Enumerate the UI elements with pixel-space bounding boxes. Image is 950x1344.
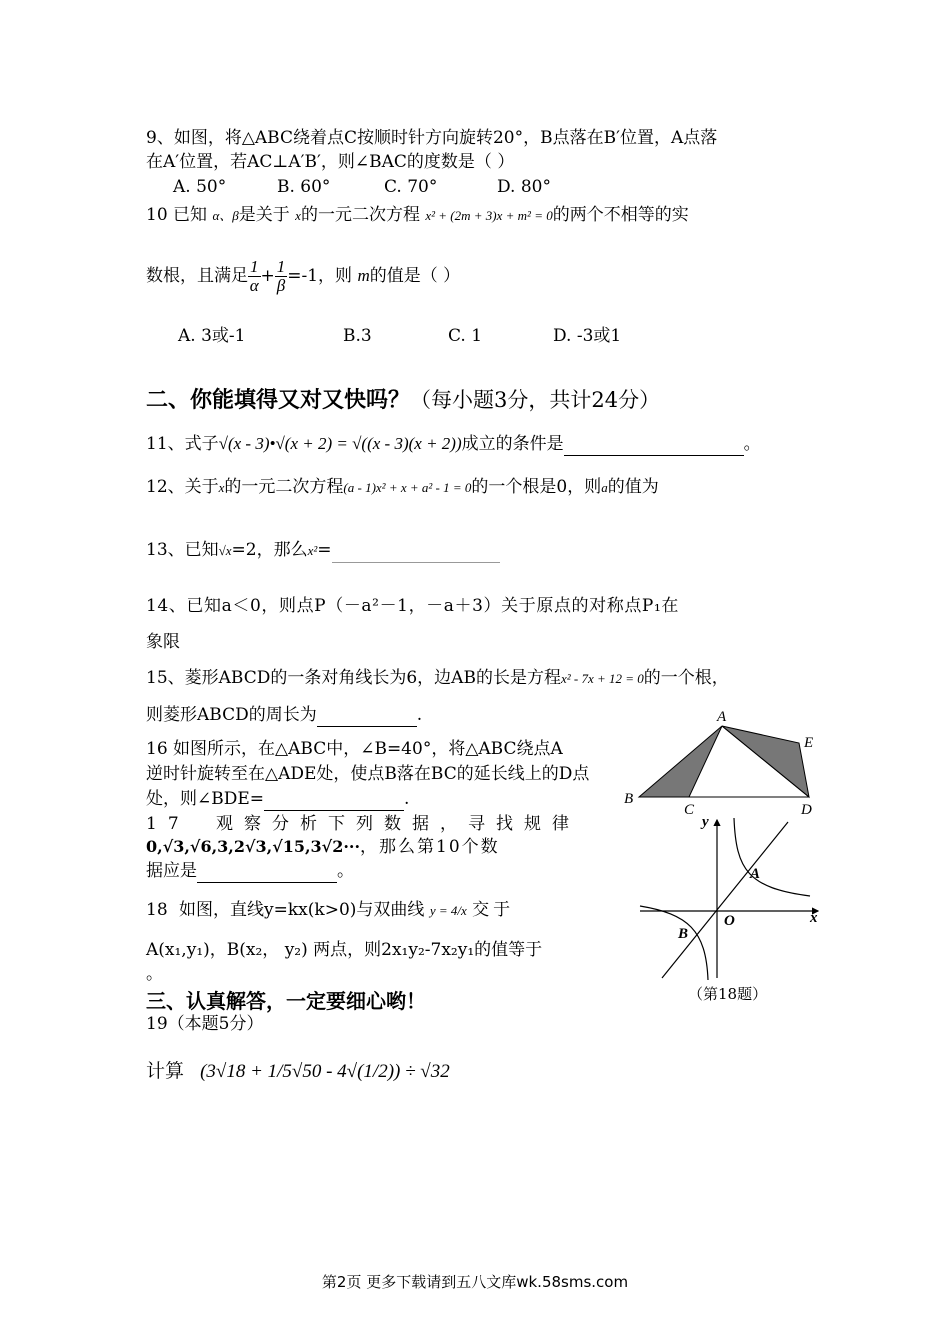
q10-mid1: 是关于 <box>238 205 290 225</box>
q11-expr: √(x - 3)•√(x + 2) = √((x - 3)(x + 2)) <box>218 434 462 453</box>
q9-option-a: A. 50° <box>173 177 227 197</box>
q14-line1: 14、已知a＜0，则点P（－a²－1，－a＋3）关于原点的对称点P₁在 <box>146 596 679 616</box>
q10-vars: α、β <box>212 208 239 223</box>
q10-m: m <box>357 266 370 285</box>
q16-line2: 逆时针旋转至在△ADE处，使点B落在BC的延长线上的D点 <box>146 764 590 784</box>
fig18-label-o: O <box>724 913 735 929</box>
q13-mid: =2，那么 <box>231 540 308 560</box>
q19-prefix: 计算 <box>146 1060 185 1082</box>
q18-suffix: 交于 <box>472 900 515 920</box>
q10-prefix: 10 已知 <box>146 205 208 225</box>
q17-sequence: 0,√3,√6,3,2√3,√15,3√2··· <box>146 837 361 856</box>
q10-line2-suffix: 的值是（ ） <box>369 266 461 286</box>
q18-prefix: 18 如图，直线y=kx(k>0)与双曲线 <box>146 900 425 920</box>
section2-title: 二、你能填得又对又快吗？ <box>146 388 411 413</box>
q15-end: . <box>416 705 423 725</box>
section3-title: 三、认真解答，一定要细心哟！ <box>146 989 426 1013</box>
q12-equation: (a - 1)x² + x + a² - 1 = 0 <box>343 480 472 495</box>
q15-line2 <box>146 703 422 727</box>
q10-x: x <box>295 208 301 223</box>
q13-line <box>146 538 500 563</box>
q10-option-b: B.3 <box>343 326 372 346</box>
q10-option-d: D. -3或1 <box>553 326 622 346</box>
fig18-line-kx <box>662 822 788 978</box>
q9-option-b: B. 60° <box>277 177 331 197</box>
figure-16 <box>622 705 827 817</box>
figure-18 <box>638 810 828 985</box>
fig16-label-b: B <box>624 791 634 807</box>
page-footer: 第2页 更多下载请到五八文库wk.58sms.com <box>321 1273 629 1291</box>
q17-end: 。 <box>337 861 354 881</box>
q9-line1: 9、如图，将△ABC绕着点C按顺时针方向旋转20°，B点落在B′位置，A点落 <box>146 128 718 148</box>
q16-line3 <box>146 787 409 811</box>
q17-blank[interactable] <box>197 864 337 883</box>
q16-line3-text: 处，则∠BDE= <box>146 789 265 809</box>
q17-line3-text: 据应是 <box>146 861 197 881</box>
fig16-label-c: C <box>684 802 695 817</box>
fig18-hyperbola-branch-2 <box>640 906 708 980</box>
q10-line2-prefix: 数根，且满足 <box>146 266 248 286</box>
q18-func: y = 4/x <box>429 903 467 918</box>
q16-blank[interactable] <box>264 792 404 811</box>
q17-line2-tail: ，那么第10个数 <box>360 837 500 857</box>
q10-option-c: C. 1 <box>448 326 483 346</box>
q19-line <box>146 1059 450 1084</box>
q15-suffix: 的一个根， <box>643 668 729 688</box>
q15-line2-text: 则菱形ABCD的周长为 <box>146 705 317 725</box>
q11-prefix: 11、式子 <box>146 434 219 454</box>
q13-blank[interactable] <box>332 544 500 563</box>
q19-expr: (3√18 + 1/5√50 - 4√(1/2)) ÷ √32 <box>200 1061 450 1082</box>
fig18-label-b: B <box>678 926 689 942</box>
q11-blank[interactable] <box>564 437 744 456</box>
q17-line2 <box>146 835 500 859</box>
q17-line3 <box>146 859 354 883</box>
q12-tail: 的一个根是0，则 <box>471 477 602 497</box>
fig16-label-e: E <box>804 735 814 751</box>
fig16-label-a: A <box>717 709 727 725</box>
q16-end: . <box>404 789 410 809</box>
q10-frac2: $\frac{1}{\beta}$ <box>276 257 286 295</box>
q10-frac1: $\frac{1}{\alpha}$ <box>249 257 259 295</box>
fig18-label-y: y <box>702 814 709 830</box>
q12-var2: a <box>601 480 608 495</box>
q11-suffix: 成立的条件是 <box>461 434 564 454</box>
section2-note: （每小题3分，共计24分） <box>410 388 661 412</box>
q9-line2: 在A′位置，若AC⊥A′B′，则∠BAC的度数是（ ） <box>146 152 515 172</box>
q11-line <box>146 432 761 456</box>
q12-end: 的值为 <box>607 477 659 497</box>
q11-end: 。 <box>743 434 761 454</box>
q18-line3: 。 <box>146 964 163 984</box>
fig16-shaded-triangle-left <box>639 726 722 797</box>
fig16-label-d: D <box>801 802 812 817</box>
q10-line2: 数根，且满足 $\frac{1}{\alpha}$ + $\frac{1}{\beta}$ =-1，则 m的值是（ ） <box>146 257 461 295</box>
q13-eq: = <box>317 540 332 560</box>
fig18-hyperbola-branch-1 <box>734 818 810 896</box>
q10-suffix: 的两个不相等的实 <box>552 205 689 225</box>
q17-line1: 17 观察分析下列数据，寻找规律 <box>146 814 581 834</box>
q15-line1 <box>146 666 729 691</box>
q18-caption: （第18题） <box>688 985 768 1003</box>
q12-prefix: 12、关于 <box>146 477 219 497</box>
q10-condition-tail: =-1，则 <box>287 266 353 286</box>
q10-mid2: 的一元二次方程 <box>300 205 420 225</box>
q13-x2: x² <box>307 543 318 558</box>
q9-option-c: C. 70° <box>384 177 438 197</box>
q14-line2: 象限 <box>146 632 180 652</box>
q18-line1 <box>146 898 514 923</box>
q15-prefix: 15、菱形ABCD的一条对角线长为6，边AB的长是方程 <box>146 668 561 688</box>
fig18-label-x: x <box>810 910 818 926</box>
q19-header: 19（本题5分） <box>146 1014 264 1034</box>
q10-line1 <box>146 203 689 228</box>
q12-var: x <box>218 480 225 495</box>
q12-mid: 的一元二次方程 <box>224 477 344 497</box>
q10-option-a: A. 3或-1 <box>178 326 246 346</box>
q12-line <box>146 475 659 500</box>
section2-heading <box>146 383 660 414</box>
q15-equation: x² - 7x + 12 = 0 <box>560 671 644 686</box>
q18-line2: A(x₁,y₁)，B(x₂， y₂) 两点，则2x₁y₂-7x₂y₁的值等于 <box>146 940 543 960</box>
q9-option-d: D. 80° <box>497 177 551 197</box>
fig18-label-a: A <box>750 866 761 882</box>
q13-expr: √x <box>218 543 232 558</box>
q16-line1: 16 如图所示，在△ABC中，∠B=40°，将△ABC绕点A <box>146 739 563 759</box>
q13-prefix: 13、已知 <box>146 540 219 560</box>
q10-equation: x² + (2m + 3)x + m² = 0 <box>425 208 553 223</box>
q15-blank[interactable] <box>317 708 417 727</box>
